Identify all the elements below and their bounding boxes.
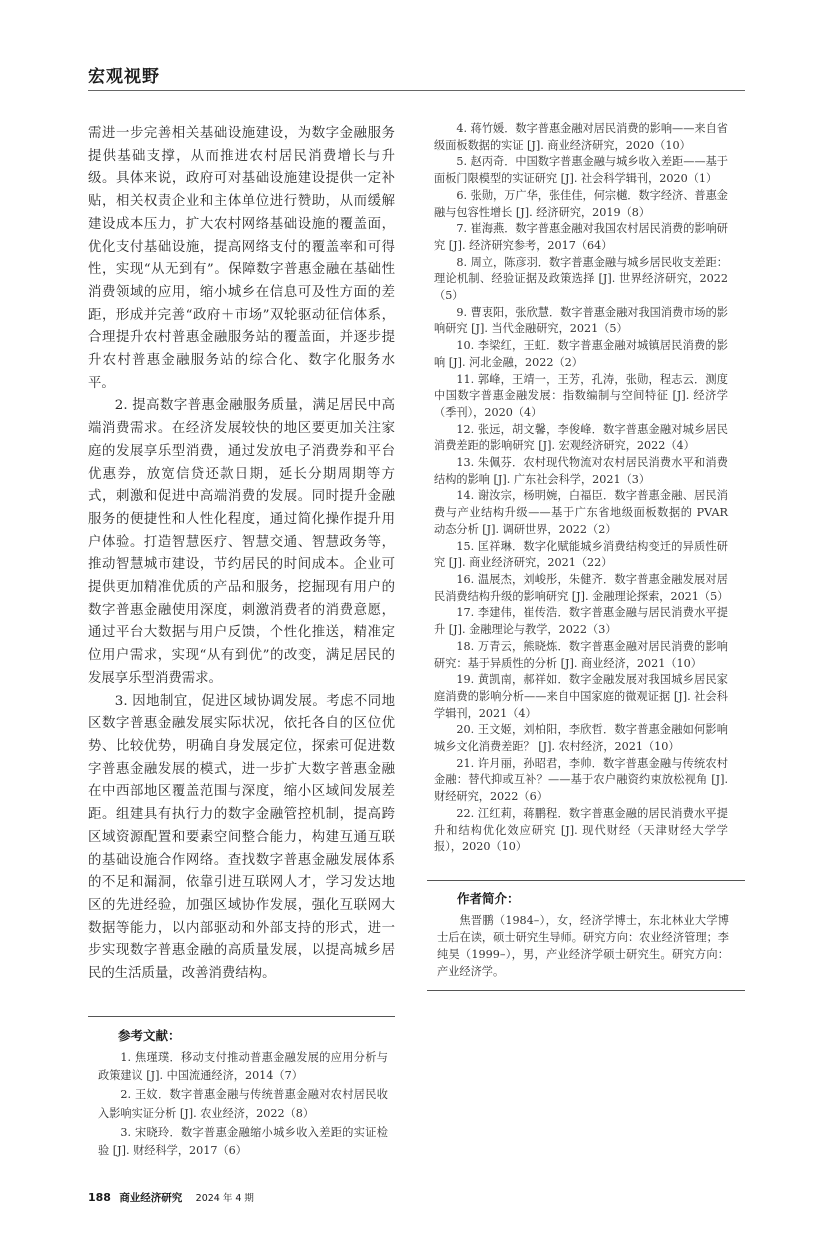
reference-item: 18. 万青云，熊晓炼．数字普惠金融对居民消费的影响研究：基于异质性的分析 [J]. 商业经济，2021（10） (434, 639, 728, 670)
references-list-right (427, 121, 728, 856)
two-column-layout (88, 123, 745, 1161)
reference-item: 21. 许月丽，孙昭君，李帅．数字普惠金融与传统农村金融：替代抑或互补？——基于农户融资约束放松视角 [J]. 财经研究，2022（6） (434, 756, 728, 804)
body-paragraph: 3. 因地制宜，促进区域协调发展。考虑不同地区数字普惠金融发展实际状况，依托各自的区位优势、比较优势，明确自身发展定位，探索可促进数字普惠金融发展的模式，进一步扩大数字普惠金融在中西部地区覆盖范围与深度，缩小区域间发展差距。组建具有执行力的数字金融管控机制，提高跨区域资源配置和要素空间整合能力，构建互通互联的基础设施合作网络。查找数字普惠金融发展体系的不足和漏洞，依靠引进互联网人才，学习发达地区的先进经验，加强区域协作发展，强化互联网大数据等能力，以内部驱动和外部支持的形式，进一步实现数字普惠金融的高质量发展，以提高城乡居民的生活质量，改善消费结构。 (88, 693, 395, 982)
reference-item: 16. 温展杰，刘峻彤，朱健齐．数字普惠金融发展对居民消费结构升级的影响研究 [J]. 金融理论探索，2021（5） (434, 572, 729, 603)
author-bio-title: 作者简介： (457, 890, 520, 906)
section-title: 宏观视野 (88, 67, 160, 87)
body-paragraph: 需进一步完善相关基础设施建设，为数字金融服务提供基础支撑，从而推进农村居民消费增长与升级。具体来说，政府可对基础设施建设提供一定补贴，相关权责企业和主体单位进行赞助，从而缓解建设成本压力，扩大农村网络基础设施的覆盖面，优化支付基础设施，提高网络支付的覆盖率和可得性，实现“从无到有”。保障数字普惠金融在基础性消费领域的应用，缩小城乡在信息可及性方面的差距，形成并完善“政府＋市场”双轮驱动征信体系，合理提升农村普惠金融服务站的覆盖面，并逐步提升农村普惠金融服务站的综合化、数字化服务水平。 (88, 126, 395, 391)
references-rule (88, 1016, 395, 1017)
reference-item: 6. 张勋，万广华，张佳佳，何宗樾．数字经济、普惠金融与包容性增长 [J]. 经济研究，2019（8） (434, 188, 728, 219)
journal-name: 商业经济研究 (119, 1191, 183, 1204)
header-rule (88, 90, 745, 91)
reference-item: 19. 黄凯南，郝祥如．数字金融发展对我国城乡居民家庭消费的影响分析——来自中国家庭的微观证据 [J]. 社会科学辑刊，2021（4） (434, 673, 728, 720)
reference-item: 4. 蒋竹媛．数字普惠金融对居民消费的影响——来自省级面板数据的实证 [J]. 商业经济研究，2020（10） (434, 122, 728, 152)
reference-item: 9. 曹衷阳，张欣慧．数字普惠金融对我国消费市场的影响研究 [J]. 当代金融研究，2021（5） (434, 305, 728, 336)
author-bio-rule-top (427, 880, 745, 881)
reference-item: 11. 郭峰，王靖一，王芳，孔涛，张勋，程志云．测度中国数字普惠金融发展：指数编制与空间特征 [J]. 经济学（季刊），2020（4） (434, 372, 728, 419)
left-column (88, 123, 395, 1161)
reference-item: 13. 朱佩芬．农村现代物流对农村居民消费水平和消费结构的影响 [J]. 广东社会科学，2021（3） (434, 456, 728, 486)
reference-item: 7. 崔海燕．数字普惠金融对我国农村居民消费的影响研究 [J]. 经济研究参考，2017（64） (434, 222, 728, 252)
reference-item: 2. 王妏．数字普惠金融与传统普惠金融对农村居民收入影响实证分析 [J]. 农业经济，2022（8） (98, 1088, 388, 1120)
body-text (88, 123, 395, 986)
reference-item: 10. 李梁红，王虹．数字普惠金融对城镇居民消费的影响 [J]. 河北金融，2022（2） (434, 339, 728, 369)
reference-item: 17. 李建伟，崔传浩．数字普惠金融与居民消费水平提升 [J]. 金融理论与教学，2022（3） (434, 606, 728, 637)
references-list-left (88, 1049, 388, 1161)
author-bio-text: 焦晋鹏（1984–），女，经济学博士，东北林业大学博士后在读，硕士研究生导师。研究方向：农业经济管理；李纯昊（1999–），男，产业经济学硕士研究生。研究方向：产业经济学。 (437, 913, 729, 978)
reference-item: 1. 焦瑾璞．移动支付推动普惠金融发展的应用分析与政策建议 [J]. 中国流通经济，2014（7） (98, 1050, 388, 1083)
reference-item: 8. 周立，陈彦羽．数字普惠金融与城乡居民收支差距：理论机制、经验证据及政策选择 [J]. 世界经济研究，2022（5） (434, 255, 728, 303)
author-bio-rule-bottom (427, 990, 745, 991)
right-column (427, 123, 745, 1161)
body-paragraph: 2. 提高数字普惠金融服务质量，满足居民中高端消费需求。在经济发展较快的地区要更加关注家庭的发展享乐型消费，通过发放电子消费券和平台优惠券，放宽信贷还款日期，延长分期周期等方式，刺激和促进中高端消费的发展。同时提升金融服务的便捷性和人性化程度，通过简化操作提升用户体验。打造智慧医疗、智慧交通、智慧政务等，推动智慧城市建设，节约居民的时间成本。企业可提供更加精准优质的产品和服务，挖掘现有用户的数字普惠金融使用深度，刺激消费者的消费意愿，通过平台大数据与用户反馈，个性化推送，精准定位用户需求，实现“从有到优”的改变，满足居民的发展享乐型消费需求。 (88, 398, 395, 686)
reference-item: 22. 江红莉，蒋鹏程．数字普惠金融的居民消费水平提升和结构优化效应研究 [J]. 现代财经（天津财经大学学报），2020（10） (434, 806, 728, 854)
reference-item: 14. 谢汝宗，杨明婉，白福臣．数字普惠金融、居民消费与产业结构升级——基于广东省地级面板数据的 PVAR 动态分析 [J]. 调研世界，2022（2） (434, 489, 728, 536)
page-number: 188 (88, 1190, 111, 1204)
reference-item: 12. 张远，胡文馨，李俊峰．数字普惠金融对城乡居民消费差距的影响研究 [J]. 宏观经济研究，2022（4） (434, 422, 728, 453)
reference-item: 3. 宋晓玲．数字普惠金融缩小城乡收入差距的实证检验 [J]. 财经科学，2017（6） (98, 1125, 388, 1158)
reference-item: 20. 王文姬，刘柏阳，李欣哲．数字普惠金融如何影响城乡文化消费差距？ [J]. 农村经济，2021（10） (434, 723, 728, 754)
journal-issue: 2024 年 4 期 (195, 1192, 254, 1204)
page-footer (88, 1161, 745, 1206)
reference-item: 5. 赵丙奇．中国数字普惠金融与城乡收入差距——基于面板门限模型的实证研究 [J]. 社会科学辑刊，2020（1） (434, 155, 728, 186)
references-title: 参考文献： (118, 1027, 181, 1043)
reference-item: 15. 匡祥琳．数字化赋能城乡消费结构变迁的异质性研究 [J]. 商业经济研究，2021（22） (434, 539, 728, 570)
